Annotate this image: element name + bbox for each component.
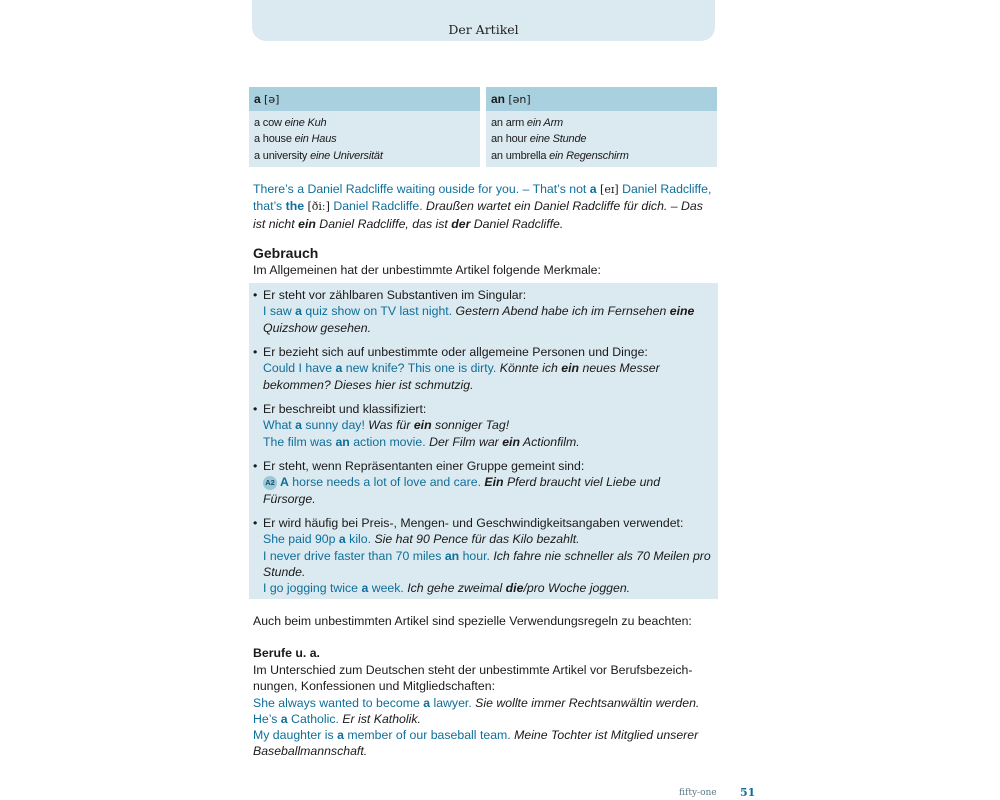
chapter-title: Der Artikel	[448, 22, 519, 37]
usage-box	[249, 283, 718, 599]
page-number-word: fifty-one	[679, 788, 717, 798]
header-phonetic: [ə]	[264, 93, 280, 106]
level-badge: A2	[263, 476, 277, 490]
chapter-header-tab	[252, 0, 715, 41]
subheading-berufe: Berufe u. a.	[253, 646, 320, 660]
section-heading-gebrauch: Gebrauch	[253, 245, 319, 261]
table-row: a house ein Haus	[254, 133, 337, 146]
header-phonetic: [ən]	[508, 93, 531, 106]
usage-item: • Er bezieht sich auf unbestimmte oder allgemeine Personen und Dinge: Could I have a new knife? This one is dirty. Könnte ich ein neues Messer bekommen? Dieses hier ist schmutzig.	[253, 344, 715, 393]
header-word: a	[254, 92, 261, 106]
usage-intro: Im Allgemeinen hat der unbestimmte Artikel folgende Merkmale:	[253, 263, 601, 277]
table-row: an umbrella ein Regenschirm	[491, 149, 629, 162]
intro-example: There’s a Daniel Radcliffe waiting ouside for you. – That’s not a [eɪ] Daniel Radcliffe, that’s the [ðiː] Daniel Radcliffe. Draußen wartet ein Daniel Radcliffe für dich. – Das ist nicht ein Daniel Radcliffe, das ist der Daniel Radcliffe.	[253, 182, 712, 231]
header-word: an	[491, 92, 506, 106]
table-column-an	[486, 87, 717, 167]
usage-item: • Er wird häufig bei Preis-, Mengen- und Geschwindigkeitsangaben verwendet: She paid 90p a kilo. Sie hat 90 Pence für das Kilo bezahlt. I never drive faster than 70 miles an hour. Ich fahre nie schneller als 70 Meilen pro Stunde. I go jogging twice a week. Ich gehe zweimal die/pro Woche joggen.	[253, 515, 715, 596]
usage-item: • Er steht vor zählbaren Substantiven im Singular: I saw a quiz show on TV last night. Gestern Abend habe ich im Fernsehen eine Quizshow gesehen.	[253, 287, 715, 336]
column-header-an	[486, 87, 717, 111]
berufe-paragraph: Im Unterschied zum Deutschen steht der unbestimmte Artikel vor Berufsbezeichnungen, Konfessionen und Mitgliedschaften: She always wanted to become a lawyer. Sie wollte immer Rechtsanwältin werden. He’s a Catholic. Er ist Katholik. My daughter is a member of our baseball team. Meine Tochter ist Mitglied unserer Baseballmannschaft.	[253, 663, 700, 759]
column-header-a	[249, 87, 480, 111]
table-row: a cow eine Kuh	[254, 117, 327, 129]
column-body-a	[249, 111, 480, 164]
table-row: a university eine Universität	[254, 149, 383, 162]
usage-item: • Er steht, wenn Repräsentanten einer Gruppe gemeint sind: A2 A horse needs a lot of love and care. Ein Pferd braucht viel Liebe und Fürsorge.	[253, 458, 715, 507]
usage-item: • Er beschreibt und klassifiziert: What a sunny day! Was für ein sonniger Tag! The film was an action movie. Der Film war ein Actionfilm.	[253, 401, 715, 450]
page-number: 51	[740, 786, 756, 799]
column-body-an	[486, 111, 717, 164]
usage-note: Auch beim unbestimmten Artikel sind spezielle Verwendungsregeln zu beachten:	[253, 614, 692, 628]
table-column-a	[249, 87, 480, 167]
table-row: an arm ein Arm	[491, 117, 563, 129]
table-row: an hour eine Stunde	[491, 133, 587, 146]
